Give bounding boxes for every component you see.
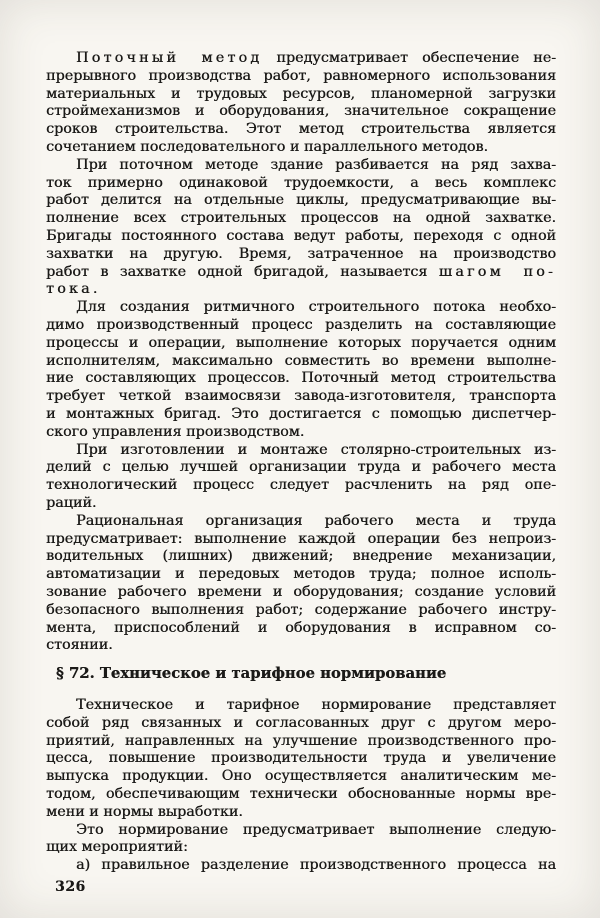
- text-line: [46, 786, 556, 804]
- text-line: [46, 822, 556, 840]
- text-segment: собой ряд связанных и согласованных друг с другом меро-: [46, 714, 556, 731]
- text-segment: безопасного выполнения работ; содержание рабочего инстру-: [46, 601, 556, 618]
- text-segment: щих мероприятий:: [46, 839, 188, 856]
- text-segment: исполнителям, максимально совместить во времени выполне-: [46, 352, 556, 369]
- emphasized-text: шагом по-: [438, 263, 556, 280]
- paragraph: [46, 513, 556, 655]
- text-segment: Бригады постоянного состава ведут работы, переходя с одной: [46, 227, 556, 244]
- text-segment: ние составляющих процессов. Поточный метод строительства: [46, 370, 556, 387]
- page-text: [46, 50, 556, 875]
- text-segment: ток примерно одинаковой трудоемкости, а весь комплекс: [46, 174, 556, 191]
- paragraph: [46, 157, 556, 299]
- text-segment: Рациональная организация рабочего места и труда: [76, 512, 556, 529]
- text-line: [46, 733, 556, 751]
- text-segment: димо производственный процесс разделить на составляющие: [46, 316, 556, 333]
- text-line: [46, 459, 556, 477]
- text-segment: предусматривает: выполнение каждой операции без непроиз-: [46, 530, 556, 547]
- text-segment: требует четкой взаимосвязи завода-изготовителя, транспорта: [46, 388, 556, 405]
- text-segment: стоянии.: [46, 637, 113, 654]
- text-line: [46, 139, 556, 157]
- text-line: [46, 637, 556, 655]
- text-segment: процессы и операции, выполнение которых поручается одним: [46, 334, 556, 351]
- text-line: [46, 804, 556, 822]
- text-line: [46, 442, 556, 460]
- text-line: [46, 584, 556, 602]
- text-segment: сочетанием последовательного и параллельного методов.: [46, 138, 489, 155]
- text-segment: Это нормирование предусматривает выполнение следую-: [76, 821, 556, 838]
- text-line: [46, 86, 556, 104]
- text-line: [46, 50, 556, 68]
- text-line: [46, 228, 556, 246]
- text-segment: предусматривает обеспечение не-: [262, 50, 556, 66]
- text-segment: цесса, повышение производительности труда и увеличение: [46, 750, 556, 767]
- text-segment: ского управления производством.: [46, 423, 305, 440]
- text-segment: технологический процесс следует расчленить на ряд опе-: [46, 477, 556, 494]
- text-segment: При изготовлении и монтаже столярно-строительных из-: [76, 441, 556, 458]
- text-line: [46, 406, 556, 424]
- text-line: [46, 299, 556, 317]
- text-segment: прерывного производства работ, равномерного использования: [46, 67, 556, 84]
- paragraph: [46, 299, 556, 441]
- text-line: [46, 210, 556, 228]
- text-line: [46, 513, 556, 531]
- text-segment: Техническое и тарифное нормирование представляет: [76, 697, 556, 714]
- text-segment: При поточном методе здание разбивается на ряд захва-: [76, 156, 556, 173]
- text-segment: водительных (лишних) движений; внедрение механизации,: [46, 548, 556, 565]
- paragraph: [46, 442, 556, 513]
- text-segment: работ делится на отдельные циклы, предусматривающие вы-: [46, 192, 556, 209]
- text-line: [46, 548, 556, 566]
- paragraph: [46, 697, 556, 822]
- text-line: [46, 175, 556, 193]
- text-line: [46, 566, 556, 584]
- text-line: [46, 264, 556, 282]
- text-segment: материальных и трудовых ресурсов, планомерной загрузки: [46, 85, 556, 102]
- text-line: [46, 768, 556, 786]
- text-line: [46, 68, 556, 86]
- page-number: 326: [55, 879, 86, 895]
- text-segment: тодом, обеспечивающим технически обоснованные нормы вре-: [46, 786, 556, 803]
- paragraph: [46, 857, 556, 875]
- paragraph: [46, 50, 556, 157]
- text-segment: мени и нормы выработки.: [46, 803, 243, 820]
- text-segment: работ в захватке одной бригадой, называется: [46, 263, 439, 280]
- text-segment: приятий, направленных на улучшение производственного про-: [46, 732, 556, 749]
- text-line: [46, 697, 556, 715]
- text-segment: Для создания ритмичного строительного потока необхо-: [76, 299, 556, 316]
- text-line: [46, 424, 556, 442]
- text-line: [46, 715, 556, 733]
- text-line: [46, 192, 556, 210]
- text-segment: захватки на другую. Время, затраченное на производство: [46, 245, 556, 262]
- text-line: [46, 370, 556, 388]
- text-line: [46, 477, 556, 495]
- text-line: [46, 335, 556, 353]
- text-segment: полнение всех строительных процессов на одной захватке.: [46, 210, 556, 227]
- text-segment: сроков строительства. Этот метод строительства является: [46, 121, 556, 138]
- text-line: [46, 246, 556, 264]
- text-line: [46, 121, 556, 139]
- text-segment: выпуска продукции. Оно осуществляется аналитическим ме-: [46, 768, 556, 785]
- text-segment: автоматизации и передовых методов труда; полное исполь-: [46, 566, 556, 583]
- emphasized-text: Поточный метод: [76, 50, 263, 66]
- text-segment: а) правильное разделение производственного процесса на: [76, 857, 556, 874]
- text-segment: строймеханизмов и оборудования, значительное сокращение: [46, 103, 556, 120]
- text-line: [46, 602, 556, 620]
- text-line: [46, 317, 556, 335]
- text-line: [46, 620, 556, 638]
- text-segment: раций.: [46, 494, 97, 511]
- text-line: [46, 157, 556, 175]
- text-line: [46, 388, 556, 406]
- text-segment: делий с целью лучшей организации труда и рабочего места: [46, 459, 556, 476]
- paragraph: [46, 822, 556, 858]
- section-heading: § 72. Техническое и тарифное нормирование: [56, 665, 447, 683]
- text-line: [46, 353, 556, 371]
- emphasized-text: тока.: [46, 281, 101, 298]
- text-line: [46, 531, 556, 549]
- text-line: [46, 281, 556, 299]
- text-line: [46, 839, 556, 857]
- text-line: [46, 750, 556, 768]
- text-segment: и монтажных бригад. Это достигается с помощью диспетчер-: [46, 405, 556, 422]
- text-segment: мента, приспособлений и оборудования в исправном со-: [46, 619, 556, 636]
- text-line: [46, 495, 556, 513]
- text-line: [46, 857, 556, 875]
- text-segment: зование рабочего времени и оборудования; создание условий: [46, 583, 556, 600]
- text-line: [46, 103, 556, 121]
